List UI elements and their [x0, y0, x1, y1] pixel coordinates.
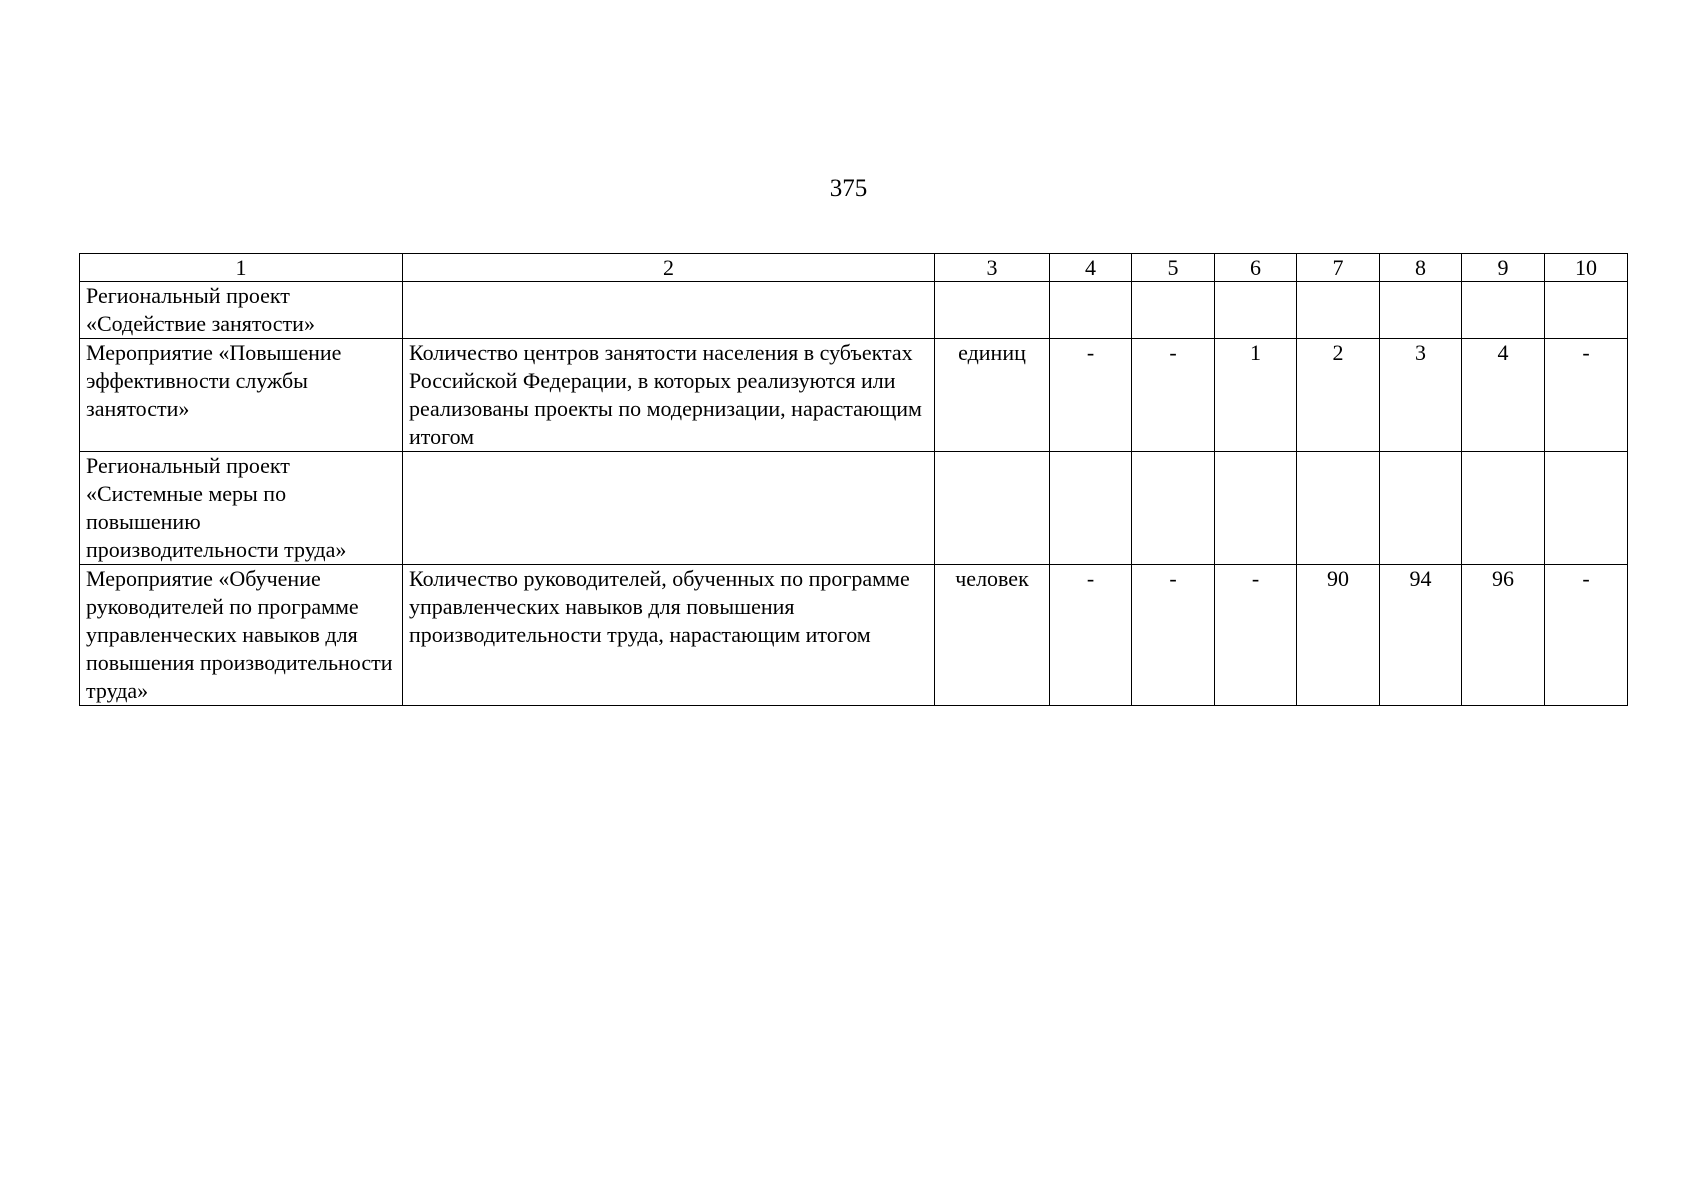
- value-cell: -: [1050, 339, 1132, 452]
- value-cell: [1462, 452, 1545, 565]
- indicator-cell: [403, 282, 935, 339]
- column-header: 1: [80, 254, 403, 282]
- value-cell: 96: [1462, 565, 1545, 706]
- value-cell: 3: [1380, 339, 1462, 452]
- value-cell: [1380, 282, 1462, 339]
- column-header: 8: [1380, 254, 1462, 282]
- column-header: 9: [1462, 254, 1545, 282]
- value-cell: [1545, 282, 1628, 339]
- indicator-cell: [403, 452, 935, 565]
- value-cell: [1132, 282, 1215, 339]
- value-cell: [1050, 282, 1132, 339]
- value-cell: [1215, 282, 1297, 339]
- value-cell: [1215, 452, 1297, 565]
- value-cell: 4: [1462, 339, 1545, 452]
- column-header: 6: [1215, 254, 1297, 282]
- indicator-cell: Количество руководителей, обученных по программе управленческих навыков для повышения производительности труда, нарастающим итогом: [403, 565, 935, 706]
- value-cell: [1545, 452, 1628, 565]
- value-cell: 1: [1215, 339, 1297, 452]
- table-row: [80, 452, 1628, 565]
- value-cell: [1462, 282, 1545, 339]
- value-cell: -: [1215, 565, 1297, 706]
- project-title-cell: Региональный проект «Системные меры по повышению производительности труда»: [80, 452, 403, 565]
- activity-title-cell: Мероприятие «Обучение руководителей по программе управленческих навыков для повышения производительности труда»: [80, 565, 403, 706]
- table-row: [80, 339, 1628, 452]
- column-header: 5: [1132, 254, 1215, 282]
- value-cell: [1132, 452, 1215, 565]
- data-table: [79, 253, 1628, 706]
- value-cell: [1380, 452, 1462, 565]
- column-header: 3: [935, 254, 1050, 282]
- column-header: 4: [1050, 254, 1132, 282]
- table-header-row: [80, 254, 1628, 282]
- activity-title-cell: Мероприятие «Повышение эффективности службы занятости»: [80, 339, 403, 452]
- column-header: 7: [1297, 254, 1380, 282]
- value-cell: -: [1545, 565, 1628, 706]
- column-header: 10: [1545, 254, 1628, 282]
- value-cell: [1297, 282, 1380, 339]
- unit-cell: человек: [935, 565, 1050, 706]
- column-header: 2: [403, 254, 935, 282]
- value-cell: [1050, 452, 1132, 565]
- value-cell: -: [1132, 565, 1215, 706]
- value-cell: 90: [1297, 565, 1380, 706]
- page-number: 375: [829, 175, 868, 202]
- indicator-cell: Количество центров занятости населения в субъектах Российской Федерации, в которых реализуются или реализованы проекты по модернизации, нарастающим итогом: [403, 339, 935, 452]
- value-cell: -: [1050, 565, 1132, 706]
- table-row: [80, 282, 1628, 339]
- unit-cell: [935, 452, 1050, 565]
- value-cell: -: [1545, 339, 1628, 452]
- project-title-cell: Региональный проект «Содействие занятости»: [80, 282, 403, 339]
- value-cell: -: [1132, 339, 1215, 452]
- value-cell: 2: [1297, 339, 1380, 452]
- unit-cell: единиц: [935, 339, 1050, 452]
- value-cell: [1297, 452, 1380, 565]
- unit-cell: [935, 282, 1050, 339]
- value-cell: 94: [1380, 565, 1462, 706]
- table-row: [80, 565, 1628, 706]
